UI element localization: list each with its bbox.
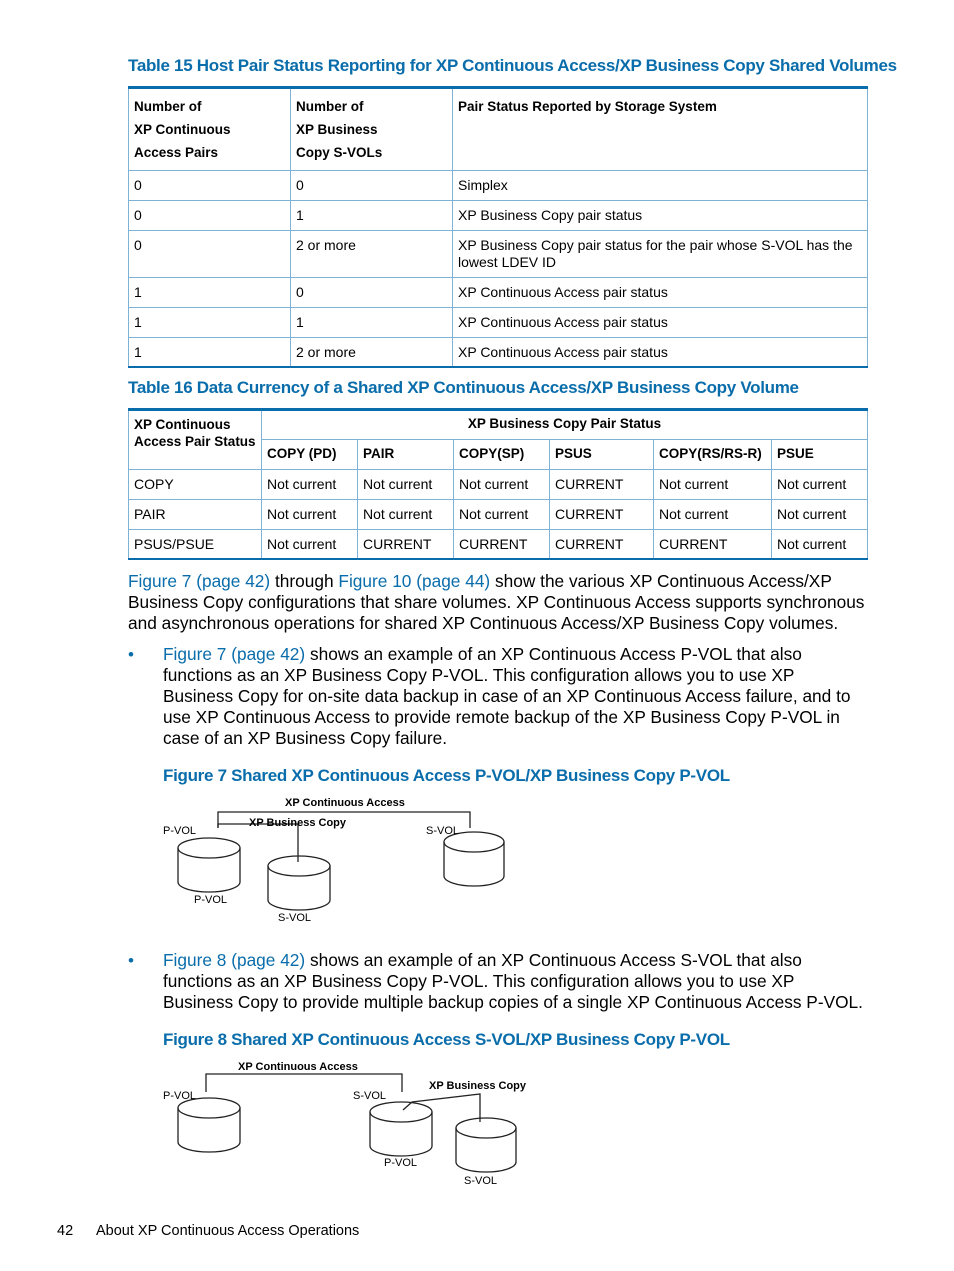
table-cell: Not current xyxy=(772,500,868,530)
table-cell: XP Continuous Access pair status xyxy=(453,278,868,308)
table-cell: Not current xyxy=(772,470,868,500)
pvol-label: P-VOL xyxy=(384,1157,418,1169)
table16-col-header: COPY(RS/RS-R) xyxy=(654,440,772,470)
table-cell: Not current xyxy=(654,470,772,500)
table-cell: Not current xyxy=(358,470,454,500)
svol-cylinder xyxy=(370,1102,432,1156)
table-row xyxy=(129,201,868,231)
table-cell: 2 or more xyxy=(291,338,453,367)
table-cell: CURRENT xyxy=(550,470,654,500)
table-row xyxy=(129,171,868,201)
table-row xyxy=(129,470,868,500)
table-cell: Not current xyxy=(654,500,772,530)
header-line: Number of xyxy=(134,99,202,114)
table-cell: 1 xyxy=(291,201,453,231)
table-cell: XP Business Copy pair status for the pair whose S-VOL has the lowest LDEV ID xyxy=(453,231,868,278)
svol-label: S-VOL xyxy=(426,825,460,837)
table16-group-header: XP Business Copy Pair Status xyxy=(262,410,868,440)
table15 xyxy=(128,86,868,368)
table16-col-header: COPY(SP) xyxy=(454,440,550,470)
table16-row-header: XP Continuous Access Pair Status xyxy=(129,410,262,470)
table16-caption: Table 16 Data Currency of a Shared XP Continuous Access/XP Business Copy Volume xyxy=(128,378,799,397)
table-cell: XP Continuous Access pair status xyxy=(453,338,868,367)
table16-col-header: PSUS xyxy=(550,440,654,470)
figure7-diagram xyxy=(160,792,520,928)
figure8-diagram xyxy=(160,1056,545,1192)
table-row xyxy=(129,231,868,278)
figure8-link[interactable]: Figure 8 (page 42) xyxy=(163,950,306,970)
table16-col-header: COPY (PD) xyxy=(262,440,358,470)
table-row xyxy=(129,308,868,338)
table-cell: CURRENT xyxy=(550,500,654,530)
ca-label: XP Continuous Access xyxy=(285,797,405,809)
bullet-marker: • xyxy=(128,951,134,970)
table-cell: Simplex xyxy=(453,171,868,201)
figure10-link[interactable]: Figure 10 (page 44) xyxy=(338,571,491,591)
table-cell: Not current xyxy=(262,530,358,559)
table-cell: CURRENT xyxy=(550,530,654,559)
table-row xyxy=(129,530,868,559)
header-line: XP Continuous xyxy=(134,122,231,137)
table-cell: Not current xyxy=(262,470,358,500)
ca-label: XP Continuous Access xyxy=(238,1061,358,1073)
pvol-label: P-VOL xyxy=(163,825,197,837)
table15-header-row xyxy=(129,88,868,171)
header-line: Access Pairs xyxy=(134,145,219,160)
table-cell: Not current xyxy=(772,530,868,559)
table-cell: CURRENT xyxy=(358,530,454,559)
intro-text: show the various XP Continuous Access/XP Business Copy configurations that share volumes. XP Continuous Access supports synchronous and asynchronous operations for shared XP Continuous Access/XP Business Copy volumes. xyxy=(128,571,865,633)
table-cell: 0 xyxy=(129,231,291,278)
table15-header-pairs xyxy=(129,88,291,171)
bc-svol-cylinder xyxy=(456,1118,516,1172)
bc-link-line xyxy=(403,1094,480,1122)
table15-caption: Table 15 Host Pair Status Reporting for XP Continuous Access/XP Business Copy Shared Volumes xyxy=(128,56,897,75)
pvol-label: P-VOL xyxy=(163,1090,197,1102)
table16-col-header: PSUE xyxy=(772,440,868,470)
figure7-caption: Figure 7 Shared XP Continuous Access P-VOL/XP Business Copy P-VOL xyxy=(163,766,730,785)
table-cell: 2 or more xyxy=(291,231,453,278)
table-row xyxy=(129,278,868,308)
pvol-cylinder xyxy=(178,1098,240,1152)
table-cell: Not current xyxy=(454,500,550,530)
footer-section: About XP Continuous Access Operations xyxy=(96,1223,360,1239)
table-cell: PAIR xyxy=(129,500,262,530)
table-cell: Not current xyxy=(454,470,550,500)
bullet-marker: • xyxy=(128,645,134,664)
table-cell: 0 xyxy=(291,171,453,201)
svol-label: S-VOL xyxy=(353,1090,387,1102)
table-cell: 1 xyxy=(129,338,291,367)
header-line: Number of xyxy=(296,99,364,114)
figure8-caption: Figure 8 Shared XP Continuous Access S-VOL/XP Business Copy P-VOL xyxy=(163,1030,730,1049)
header-line: XP Business xyxy=(296,122,378,137)
bc-label: XP Business Copy xyxy=(429,1080,526,1092)
table15-header-svols xyxy=(291,88,453,171)
table-cell: 1 xyxy=(291,308,453,338)
table-cell: CURRENT xyxy=(454,530,550,559)
table-cell: XP Continuous Access pair status xyxy=(453,308,868,338)
table16 xyxy=(128,408,868,560)
table-cell: 0 xyxy=(129,171,291,201)
table-cell: 1 xyxy=(129,308,291,338)
table-cell: Not current xyxy=(262,500,358,530)
page-number: 42 xyxy=(57,1223,74,1239)
svol-label: S-VOL xyxy=(464,1175,498,1187)
figure7-link[interactable]: Figure 7 (page 42) xyxy=(163,644,306,664)
pvol-label: P-VOL xyxy=(194,894,228,906)
table-row xyxy=(129,500,868,530)
bc-label: XP Business Copy xyxy=(249,817,346,829)
svol-cylinder xyxy=(268,856,330,910)
bullet1-paragraph xyxy=(163,644,868,749)
table15-header-status xyxy=(453,88,868,171)
svol-label: S-VOL xyxy=(278,912,312,924)
table-cell: Not current xyxy=(358,500,454,530)
remote-svol-cylinder xyxy=(444,832,504,886)
table-cell: 0 xyxy=(129,201,291,231)
table-cell: 1 xyxy=(129,278,291,308)
intro-text: through xyxy=(270,571,339,591)
bullet1-text: shows an example of an XP Continuous Access P-VOL that also functions as an XP Business Copy P-VOL. This configuration allows you to use XP Business Copy for on-site data backup in case of an XP Continuous Access failure, and to use XP Continuous Access to provide remote backup of the XP Business Copy P-VOL in case of an XP Business Copy failure. xyxy=(163,644,851,748)
bullet2-paragraph xyxy=(163,950,868,1013)
table16-col-header: PAIR xyxy=(358,440,454,470)
header-line: Pair Status Reported by Storage System xyxy=(458,99,717,114)
figure7-link[interactable]: Figure 7 (page 42) xyxy=(128,571,271,591)
table-cell: XP Business Copy pair status xyxy=(453,201,868,231)
bullet2-text: shows an example of an XP Continuous Access S-VOL that also functions as an XP Business Copy P-VOL. This configuration allows you to use XP Business Copy to provide multiple backup copies of a single XP Continuous Access P-VOL. xyxy=(163,950,863,1012)
table-cell: COPY xyxy=(129,470,262,500)
table-cell: PSUS/PSUE xyxy=(129,530,262,559)
table-cell: 0 xyxy=(291,278,453,308)
table-row xyxy=(129,338,868,367)
table-cell: CURRENT xyxy=(654,530,772,559)
table16-header-row xyxy=(129,410,868,440)
intro-paragraph xyxy=(128,571,873,634)
pvol-cylinder xyxy=(178,838,240,892)
header-line: Copy S-VOLs xyxy=(296,145,383,160)
